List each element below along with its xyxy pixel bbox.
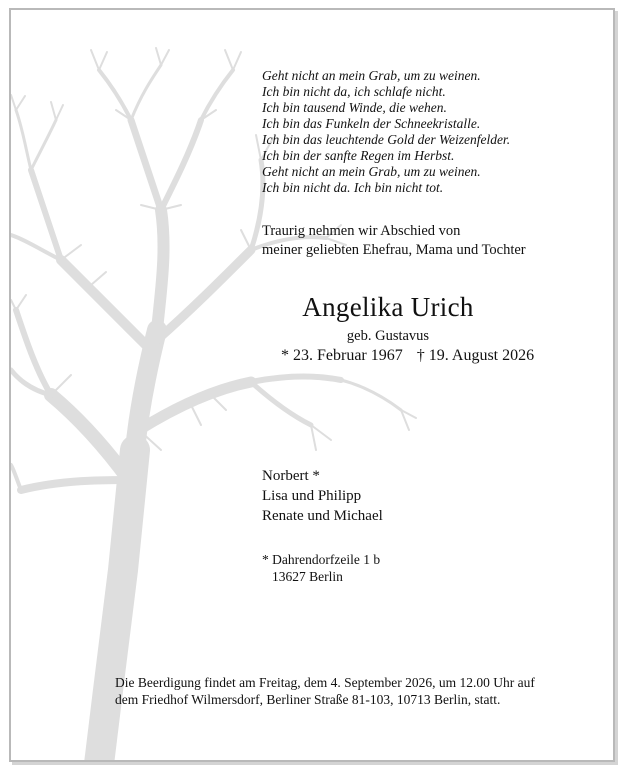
intro-line: Traurig nehmen wir Abschied von [262, 223, 461, 239]
poem-line: Geht nicht an mein Grab, um zu weinen. [262, 164, 481, 179]
address-street: * Dahrendorfzeile 1 b [262, 552, 381, 567]
poem-line: Ich bin nicht da. Ich bin nicht tot. [262, 180, 444, 195]
funeral-notice [115, 674, 595, 708]
death-date: † 19. August 2026 [416, 347, 535, 364]
poem-line: Ich bin das Funkeln der Schneekristalle. [262, 116, 481, 131]
mourner: Renate und Michael [262, 508, 383, 524]
mourners-list [262, 466, 383, 526]
farewell-intro [262, 222, 526, 260]
birth-name: geb. Gustavus [346, 328, 430, 344]
mourner: Norbert * [262, 468, 320, 484]
address-city: 13627 Berlin [272, 569, 343, 584]
birth-date: * 23. Februar 1967 [281, 347, 403, 364]
obituary-card [9, 8, 615, 762]
deceased-name: Angelika Urich [302, 292, 474, 322]
funeral-line: dem Friedhof Wilmersdorf, Berliner Straße 81-103, 10713 Berlin, statt. [115, 692, 501, 707]
poem-line: Ich bin nicht da, ich schlafe nicht. [262, 84, 446, 99]
mourner: Lisa und Philipp [262, 488, 362, 504]
intro-line: meiner geliebten Ehefrau, Mama und Tochter [262, 242, 526, 258]
poem-line: Ich bin tausend Winde, die wehen. [262, 100, 447, 115]
poem-line: Ich bin das leuchtende Gold der Weizenfelder. [262, 132, 511, 147]
life-dates [281, 347, 534, 365]
poem [262, 68, 510, 196]
poem-line: Ich bin der sanfte Regen im Herbst. [262, 148, 455, 163]
poem-line: Geht nicht an mein Grab, um zu weinen. [262, 68, 481, 83]
funeral-line: Die Beerdigung findet am Freitag, dem 4. September 2026, um 12.00 Uhr auf [115, 675, 535, 690]
contact-address [262, 551, 380, 585]
